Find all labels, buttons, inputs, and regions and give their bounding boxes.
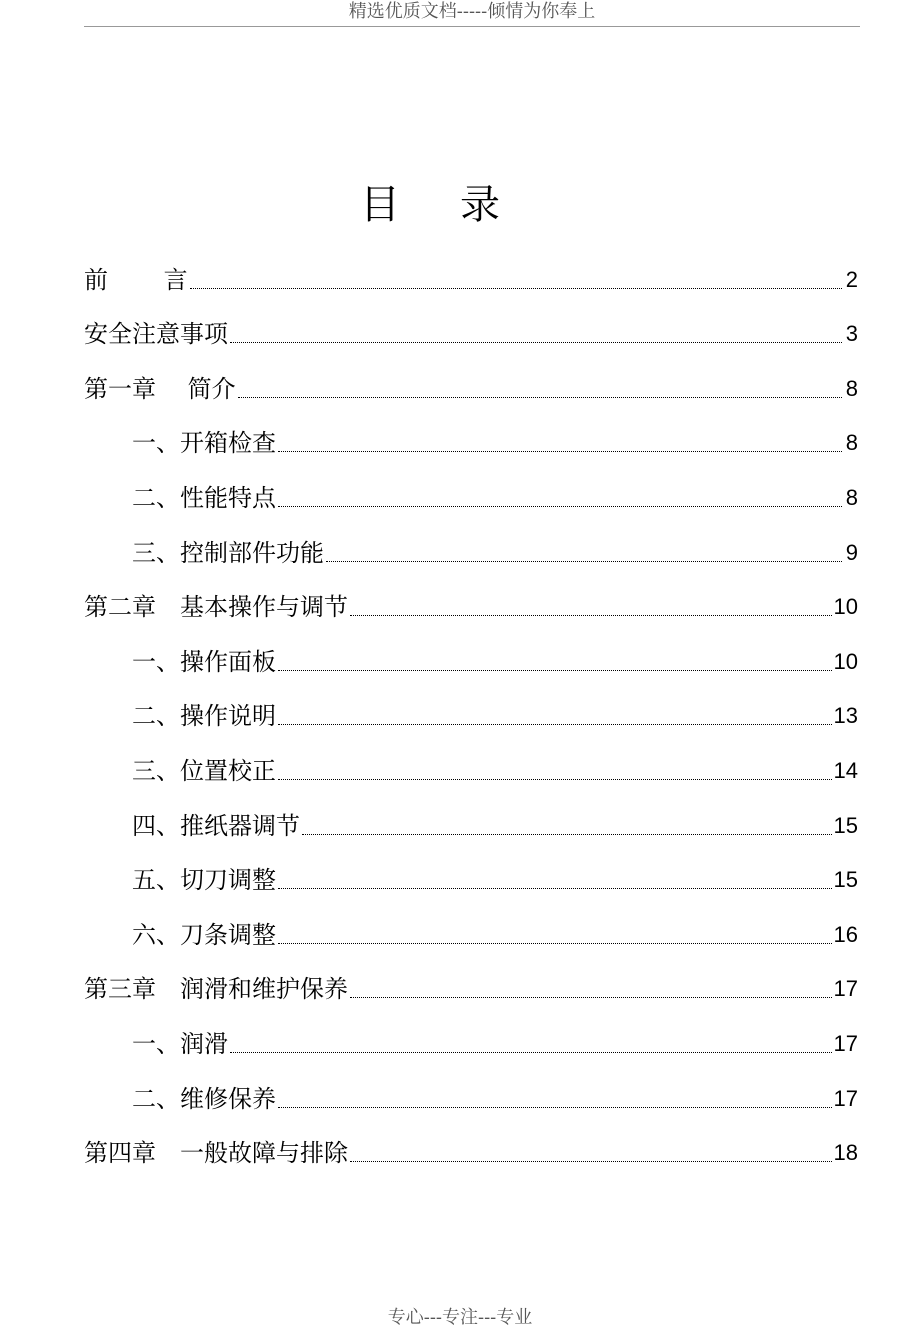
toc-entry-page-number: 3 (845, 321, 858, 347)
toc-entry-page-number: 16 (833, 921, 858, 947)
toc-dot-leader (278, 779, 832, 780)
toc-entry[interactable] (84, 1059, 858, 1114)
toc-entry-label: 一、开箱检查 (132, 429, 276, 458)
toc-entry-page-number: 18 (833, 1140, 858, 1166)
toc-entry[interactable] (84, 458, 858, 513)
toc-entry-page-number: 15 (833, 812, 858, 838)
toc-entry-label: 三、控制部件功能 (132, 538, 324, 567)
toc-entry[interactable] (84, 950, 858, 1005)
page-footer (0, 1306, 920, 1330)
toc-entry-page-number: 10 (833, 648, 858, 674)
page-footer-text: 专心---专注---专业 (387, 1307, 533, 1328)
page-header (84, 0, 860, 27)
toc-entry[interactable] (84, 895, 858, 950)
toc-entry-page-number: 10 (833, 594, 858, 620)
toc-entry-page-number: 17 (833, 1085, 858, 1111)
toc-dot-leader (278, 670, 832, 671)
toc-entry-page-number: 17 (833, 976, 858, 1002)
toc-entry[interactable] (84, 841, 858, 896)
toc-entry-page-number: 8 (845, 375, 858, 401)
toc-entry-label: 第四章 一般故障与排除 (84, 1139, 348, 1168)
toc-entry[interactable] (84, 349, 858, 404)
toc-entry[interactable] (84, 786, 858, 841)
toc-title: 目录 (360, 182, 560, 228)
toc-entry-label: 前 言 (84, 265, 188, 294)
toc-dot-leader (302, 834, 832, 835)
toc-entry-label: 安全注意事项 (84, 320, 228, 349)
toc-dot-leader (278, 451, 842, 452)
toc-entry[interactable] (84, 513, 858, 568)
toc-entry-label: 三、位置校正 (132, 756, 276, 785)
toc-entry-label: 二、操作说明 (132, 702, 276, 731)
toc-dot-leader (230, 342, 842, 343)
toc-entry-label: 一、操作面板 (132, 647, 276, 676)
toc-dot-leader (278, 724, 832, 725)
toc-entry[interactable] (84, 622, 858, 677)
toc-entry[interactable] (84, 240, 858, 295)
toc-entry-page-number: 15 (833, 867, 858, 893)
toc-entry-page-number: 14 (833, 757, 858, 783)
toc-dot-leader (190, 288, 842, 289)
toc-entry-page-number: 13 (833, 703, 858, 729)
toc-dot-leader (278, 943, 832, 944)
toc-entry-label: 第二章 基本操作与调节 (84, 593, 348, 622)
toc-dot-leader (278, 1107, 832, 1108)
toc-entry-label: 二、性能特点 (132, 483, 276, 512)
toc-entry-label: 一、润滑 (132, 1029, 228, 1058)
toc-entry[interactable] (84, 404, 858, 459)
toc-entry-page-number: 2 (845, 266, 858, 292)
page-header-text: 精选优质文档-----倾情为你奉上 (348, 1, 596, 22)
toc-entry-page-number: 17 (833, 1030, 858, 1056)
toc-dot-leader (238, 397, 842, 398)
toc-entry[interactable] (84, 677, 858, 732)
toc-entry-page-number: 8 (845, 484, 858, 510)
toc-entry[interactable] (84, 568, 858, 623)
toc-dot-leader (326, 561, 842, 562)
toc-dot-leader (230, 1052, 832, 1053)
toc-entry[interactable] (84, 1114, 858, 1169)
toc-entry-label: 二、维修保养 (132, 1084, 276, 1113)
toc-entry[interactable] (84, 1004, 858, 1059)
table-of-contents (84, 240, 858, 1168)
toc-entry-label: 第三章 润滑和维护保养 (84, 975, 348, 1004)
toc-dot-leader (350, 1161, 832, 1162)
toc-dot-leader (278, 506, 842, 507)
toc-entry-label: 第一章 简介 (84, 374, 236, 403)
toc-entry-page-number: 9 (845, 539, 858, 565)
toc-entry-label: 四、推纸器调节 (132, 811, 300, 840)
toc-dot-leader (350, 615, 832, 616)
toc-entry-label: 六、刀条调整 (132, 920, 276, 949)
toc-entry-label: 五、切刀调整 (132, 866, 276, 895)
toc-entry[interactable] (84, 295, 858, 350)
toc-dot-leader (278, 888, 832, 889)
toc-entry[interactable] (84, 731, 858, 786)
toc-entry-page-number: 8 (845, 430, 858, 456)
toc-dot-leader (350, 997, 832, 998)
